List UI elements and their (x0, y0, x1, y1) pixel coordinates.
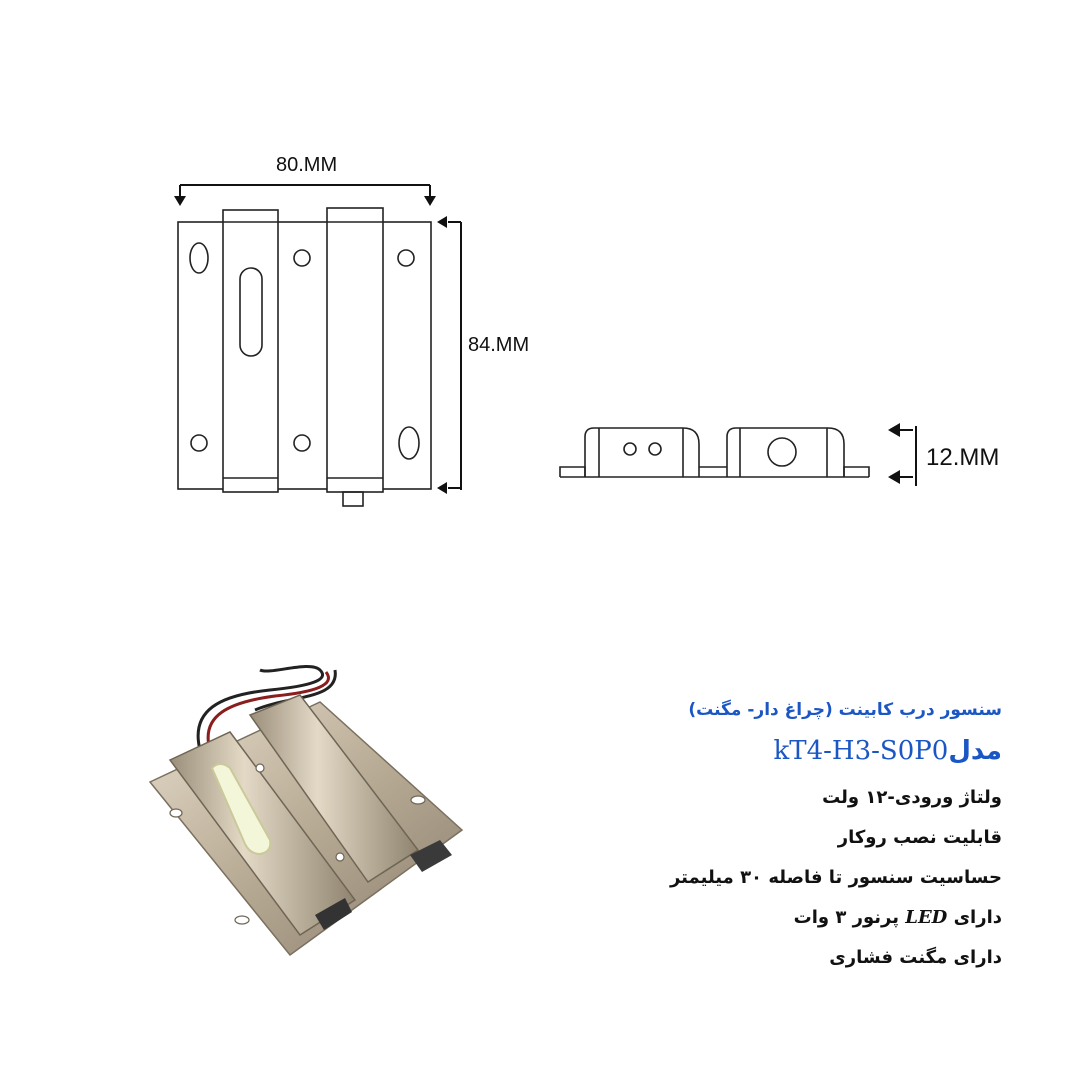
width-dimension-line (174, 185, 436, 206)
spec-led-label: LED (905, 907, 948, 928)
model-prefix: مدل (948, 736, 1002, 766)
spec-led-after: پرنور ۳ وات (793, 907, 899, 928)
depth-dimension-label: 12.MM (926, 444, 1000, 471)
side-view (560, 428, 869, 477)
spec-item-led (582, 904, 1002, 944)
product-info (582, 700, 1002, 984)
width-dimension-label: 80.MM (276, 154, 338, 176)
height-dimension-line (437, 216, 461, 494)
spec-item-magnet: دارای مگنت فشاری (829, 947, 1002, 968)
model-code: kT4-H3-S0P0 (773, 736, 949, 766)
model-line (582, 736, 1002, 766)
spec-item-voltage: ولتاژ ورودی-۱۲ ولت (822, 787, 1002, 808)
spec-led-before: دارای (953, 907, 1002, 928)
front-view (178, 208, 431, 506)
spec-item-sensitivity: حساسیت سنسور تا فاصله ۳۰ میلیمتر (669, 867, 1002, 888)
spec-list (582, 784, 1002, 984)
depth-dimension-line (888, 423, 916, 486)
height-dimension-label: 84.MM (468, 334, 530, 356)
product-title: سنسور درب کابینت (چراغ دار- مگنت) (688, 700, 1002, 720)
product-photo (140, 650, 480, 990)
spec-item-mounting: قابلیت نصب روکار (837, 827, 1002, 848)
